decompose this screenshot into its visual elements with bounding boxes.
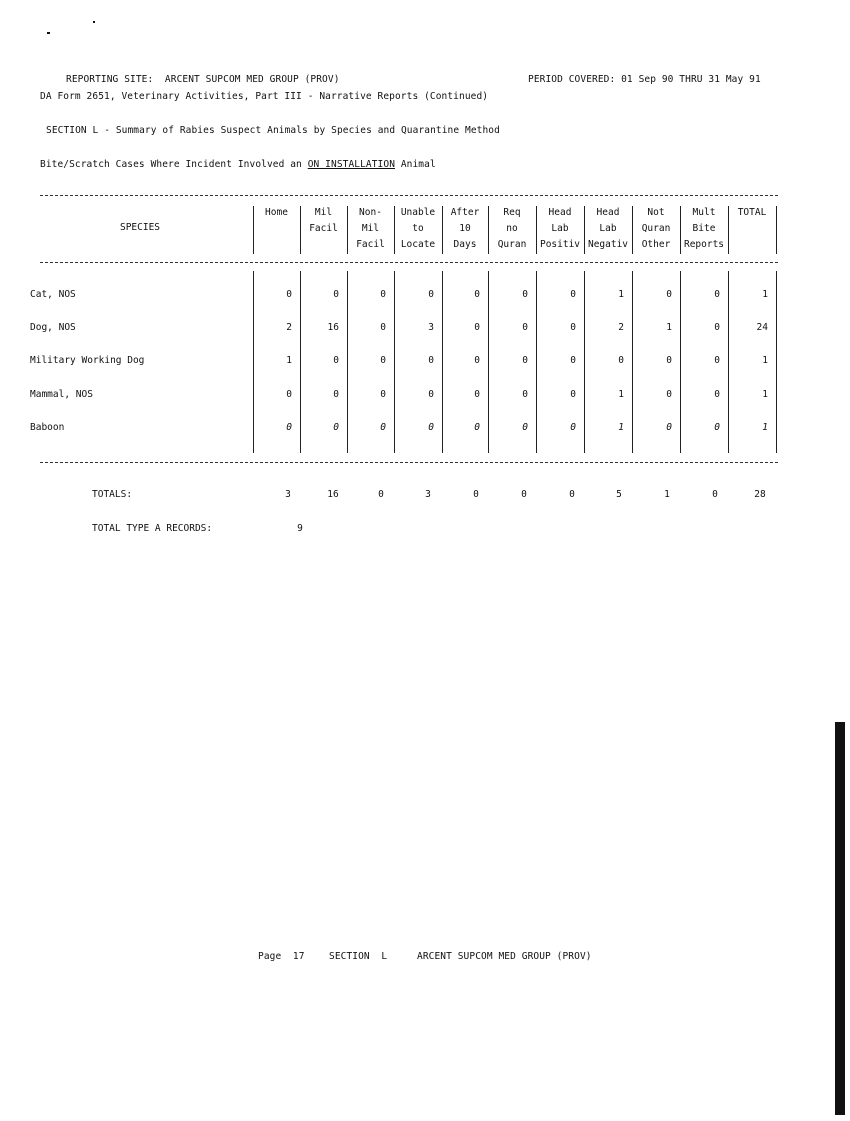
column-header-line2: Mil <box>361 223 380 234</box>
table-top-rule <box>40 195 778 196</box>
species-label: Baboon <box>30 422 65 433</box>
column-header-line1: Head <box>548 207 572 218</box>
table-cell: 0 <box>380 289 386 300</box>
table-cell: 1 <box>286 355 292 366</box>
column-separator <box>776 271 777 453</box>
table-cell: 0 <box>380 322 386 333</box>
table-cell: 0 <box>474 389 480 400</box>
table-cell: 0 <box>570 289 576 300</box>
period-covered: PERIOD COVERED: 01 Sep 90 THRU 31 May 91 <box>528 74 761 85</box>
table-cell: 0 <box>666 289 672 300</box>
column-header-line2: no <box>506 223 518 234</box>
table-cell: 0 <box>714 322 720 333</box>
column-header-line3: Facil <box>356 239 385 250</box>
table-cell: 0 <box>380 355 386 366</box>
column-header-line2: to <box>412 223 424 234</box>
type-a-label: TOTAL TYPE A RECORDS: <box>92 523 213 534</box>
table-cell: 1 <box>762 389 768 400</box>
type-a-value: 9 <box>297 523 303 534</box>
total-value: 0 <box>569 489 575 500</box>
column-header-line1: Not <box>647 207 665 218</box>
table-cell: 0 <box>474 422 480 433</box>
total-value: 0 <box>521 489 527 500</box>
footer-org: ARCENT SUPCOM MED GROUP (PROV) <box>417 951 592 962</box>
total-value: 16 <box>327 489 339 500</box>
table-cell: 0 <box>428 422 434 433</box>
totals-label: TOTALS: <box>92 489 133 500</box>
table-cell: 0 <box>522 422 528 433</box>
table-cell: 1 <box>618 289 624 300</box>
table-cell: 0 <box>522 389 528 400</box>
table-cell: 0 <box>380 422 386 433</box>
table-cell: 3 <box>428 322 434 333</box>
species-label: Cat, NOS <box>30 289 76 300</box>
footer-page: Page 17 <box>258 951 305 962</box>
column-header-line2: Bite <box>692 223 716 234</box>
total-value: 3 <box>425 489 431 500</box>
table-cell: 0 <box>380 389 386 400</box>
total-value: 5 <box>616 489 622 500</box>
column-header-line1: Non- <box>359 207 382 218</box>
subtitle-post: Animal <box>400 159 436 170</box>
table-cell: 0 <box>714 389 720 400</box>
table-subtitle <box>40 159 436 170</box>
scan-speck <box>47 32 50 34</box>
column-header-line3: Other <box>641 239 671 250</box>
table-cell: 24 <box>756 322 768 333</box>
table-cell: 0 <box>333 289 339 300</box>
table-cell: 16 <box>327 322 339 333</box>
subtitle-emphasis: ON INSTALLATION <box>307 159 396 170</box>
table-cell: 0 <box>286 389 292 400</box>
table-cell: 0 <box>666 389 672 400</box>
column-header-line1: Req <box>503 207 521 218</box>
table-cell: 0 <box>570 389 576 400</box>
table-cell: 0 <box>286 422 292 433</box>
table-cell: 0 <box>428 289 434 300</box>
table-cell: 0 <box>714 355 720 366</box>
table-cell: 0 <box>666 422 672 433</box>
column-header-line2: Lab <box>551 223 569 234</box>
column-header-line3: Reports <box>683 239 725 250</box>
table-cell: 0 <box>474 289 480 300</box>
section-title: SECTION L - Summary of Rabies Suspect Animals by Species and Quarantine Method <box>46 125 500 136</box>
table-cell: 1 <box>618 389 624 400</box>
table-cell: 0 <box>570 422 576 433</box>
total-value: 0 <box>378 489 384 500</box>
column-header-line3: Quran <box>497 239 527 250</box>
table-cell: 0 <box>522 355 528 366</box>
column-header-line2: Facil <box>309 223 338 234</box>
column-separator <box>776 206 777 254</box>
column-header-line1: Mil <box>314 207 333 218</box>
column-header-line3: Positiv <box>539 239 581 250</box>
table-cell: 1 <box>762 422 768 433</box>
form-title: DA Form 2651, Veterinary Activities, Part III - Narrative Reports (Continued) <box>40 91 489 102</box>
table-cell: 0 <box>333 389 339 400</box>
table-cell: 2 <box>618 322 624 333</box>
total-value: 0 <box>712 489 718 500</box>
table-cell: 0 <box>618 355 624 366</box>
scan-edge-bar <box>835 722 845 1115</box>
table-cell: 0 <box>570 355 576 366</box>
species-label: Dog, NOS <box>30 322 76 333</box>
column-header-line1: Mult <box>692 207 716 218</box>
table-cell: 0 <box>570 322 576 333</box>
table-cell: 0 <box>522 322 528 333</box>
total-value: 1 <box>664 489 670 500</box>
table-cell: 0 <box>714 289 720 300</box>
column-header-line1: Unable <box>400 207 436 218</box>
scan-speck <box>93 21 95 23</box>
table-cell: 1 <box>762 355 768 366</box>
header-bottom-rule <box>40 262 778 263</box>
table-cell: 0 <box>714 422 720 433</box>
column-header-line1: After <box>450 207 480 218</box>
column-header-line3: Days <box>453 239 477 250</box>
table-cell: 0 <box>428 389 434 400</box>
species-label: Military Working Dog <box>30 355 145 366</box>
table-cell: 0 <box>286 289 292 300</box>
table-cell: 0 <box>474 322 480 333</box>
column-header-line2: Quran <box>641 223 671 234</box>
column-header-line2: Lab <box>599 223 617 234</box>
subtitle-pre: Bite/Scratch Cases Where Incident Involved an <box>40 159 302 170</box>
table-bottom-rule <box>40 462 778 463</box>
total-value: 0 <box>473 489 479 500</box>
table-cell: 1 <box>618 422 624 433</box>
reporting-site: REPORTING SITE: ARCENT SUPCOM MED GROUP (PROV) <box>66 74 340 85</box>
footer-section: SECTION L <box>329 951 388 962</box>
table-cell: 1 <box>666 322 672 333</box>
column-header-line1: Home <box>265 207 288 218</box>
column-header-line1: Head <box>596 207 620 218</box>
species-label: Mammal, NOS <box>30 389 93 400</box>
table-cell: 0 <box>522 289 528 300</box>
species-header: SPECIES <box>119 222 161 233</box>
total-value: 28 <box>754 489 766 500</box>
column-header-line1: TOTAL <box>737 207 767 218</box>
table-cell: 0 <box>474 355 480 366</box>
total-value: 3 <box>285 489 291 500</box>
table-cell: 0 <box>428 355 434 366</box>
table-cell: 0 <box>333 422 339 433</box>
table-cell: 0 <box>333 355 339 366</box>
column-header-line3: Locate <box>400 239 436 250</box>
column-header-line2: 10 <box>459 223 471 234</box>
table-cell: 0 <box>666 355 672 366</box>
table-cell: 1 <box>762 289 768 300</box>
table-cell: 2 <box>286 322 292 333</box>
column-header-line3: Negativ <box>587 239 629 250</box>
